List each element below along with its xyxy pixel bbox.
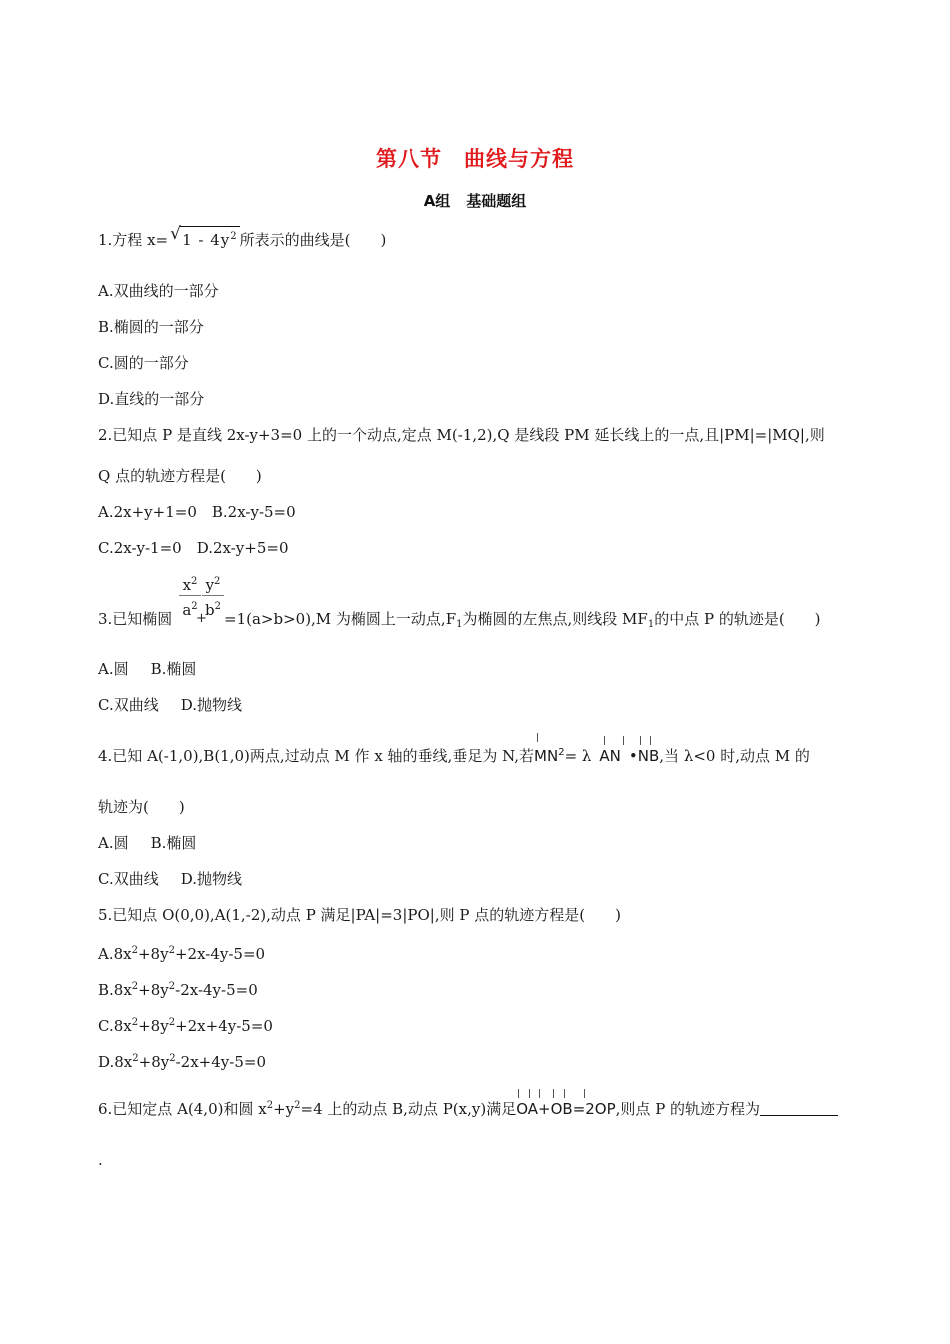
question-6-end-mark: . [98,1151,103,1169]
question-3-stem: =1(a>b>0),M 为椭圆上一动点$,F_1$为椭圆的左焦点,则线段 $MF_1$的中点 P 的轨迹是( ) [224,610,821,630]
question-4-stem-line2: 轨迹为( ) [98,798,185,816]
sqrt-expression: √ $1 - 4y^2$ [170,224,238,249]
vector-mn: $MN^2$ [534,743,565,766]
vector-an: AN [599,746,620,766]
question-2-options-cd: C.2x-y-1=0 D.2x-y+5=0 [98,539,289,557]
question-4-options-cd: C.双曲线 D.抛物线 [98,870,242,888]
question-1-option-c: C.圆的一部分 [98,354,189,372]
question-6-stem: 6.已知定点 A(4,0)和圆 $x^2+y^2=4$ 上的动点 B,动点 P(x,y)满足 OA+OB=2OP,则点 P 的轨迹方程为 [98,1096,838,1119]
question-1-option-d: D.直线的一部分 [98,390,205,408]
question-1-option-a: A.双曲线的一部分 [98,282,219,300]
group-heading: A组 基础题组 [423,192,527,210]
question-1-stem: 1.方程 x= √ $1 - 4y^2$ 所表示的曲线是( ) [98,224,387,249]
plus-sign: + [196,611,207,626]
question-5-option-c: $C.8x^2+8y^2+2x+4y-5=0$ [98,1017,273,1035]
question-5-option-b: $B.8x^2+8y^2-2x-4y-5=0$ [98,981,258,999]
vector-equation: OA+OB=2OP [516,1099,615,1119]
answer-blank[interactable] [760,1101,838,1116]
fraction-x2-over-a2: $\frac{x^2}{a^2}$ [179,572,201,621]
question-4-stem-line1: 4.已知 A(-1,0),B(1,0)两点,过动点 M 作 x 轴的垂线,垂足为 N,若 $MN^2= \lambda$ AN • NB,当 λ<0 时,动点 M 的 [98,743,810,766]
fraction-y2-over-b2: $\frac{y^2}{b^2}$ [202,572,224,621]
question-3-options-cd: C.双曲线 D.抛物线 [98,696,242,714]
question-5-option-a: $A.8x^2+8y^2+2x-4y-5=0$ [98,945,266,963]
question-2-stem-line2: Q 点的轨迹方程是( ) [98,467,262,485]
question-3-options-ab: A.圆 B.椭圆 [98,660,197,678]
question-5-stem: 5.已知点 O(0,0),A(1,-2),动点 P 满足|PA|=3|PO|,则 P 点的轨迹方程是( ) [98,906,621,924]
question-2-stem-line1: 2.已知点 P 是直线 2x-y+3=0 上的一个动点,定点 M(-1,2),Q 是线段 PM 延长线上的一点,且|PM|=|MQ|,则 [98,426,825,444]
question-3-stem-pre: 3.已知椭圆 [98,610,173,628]
question-5-option-d: $D.8x^2+8y^2-2x+4y-5=0$ [98,1053,266,1071]
section-title: 第八节 曲线与方程 [376,147,574,171]
question-1-option-b: B.椭圆的一部分 [98,318,204,336]
vector-nb: NB [638,746,660,766]
question-2-options-ab: A.2x+y+1=0 B.2x-y-5=0 [98,503,296,521]
question-4-options-ab: A.圆 B.椭圆 [98,834,197,852]
